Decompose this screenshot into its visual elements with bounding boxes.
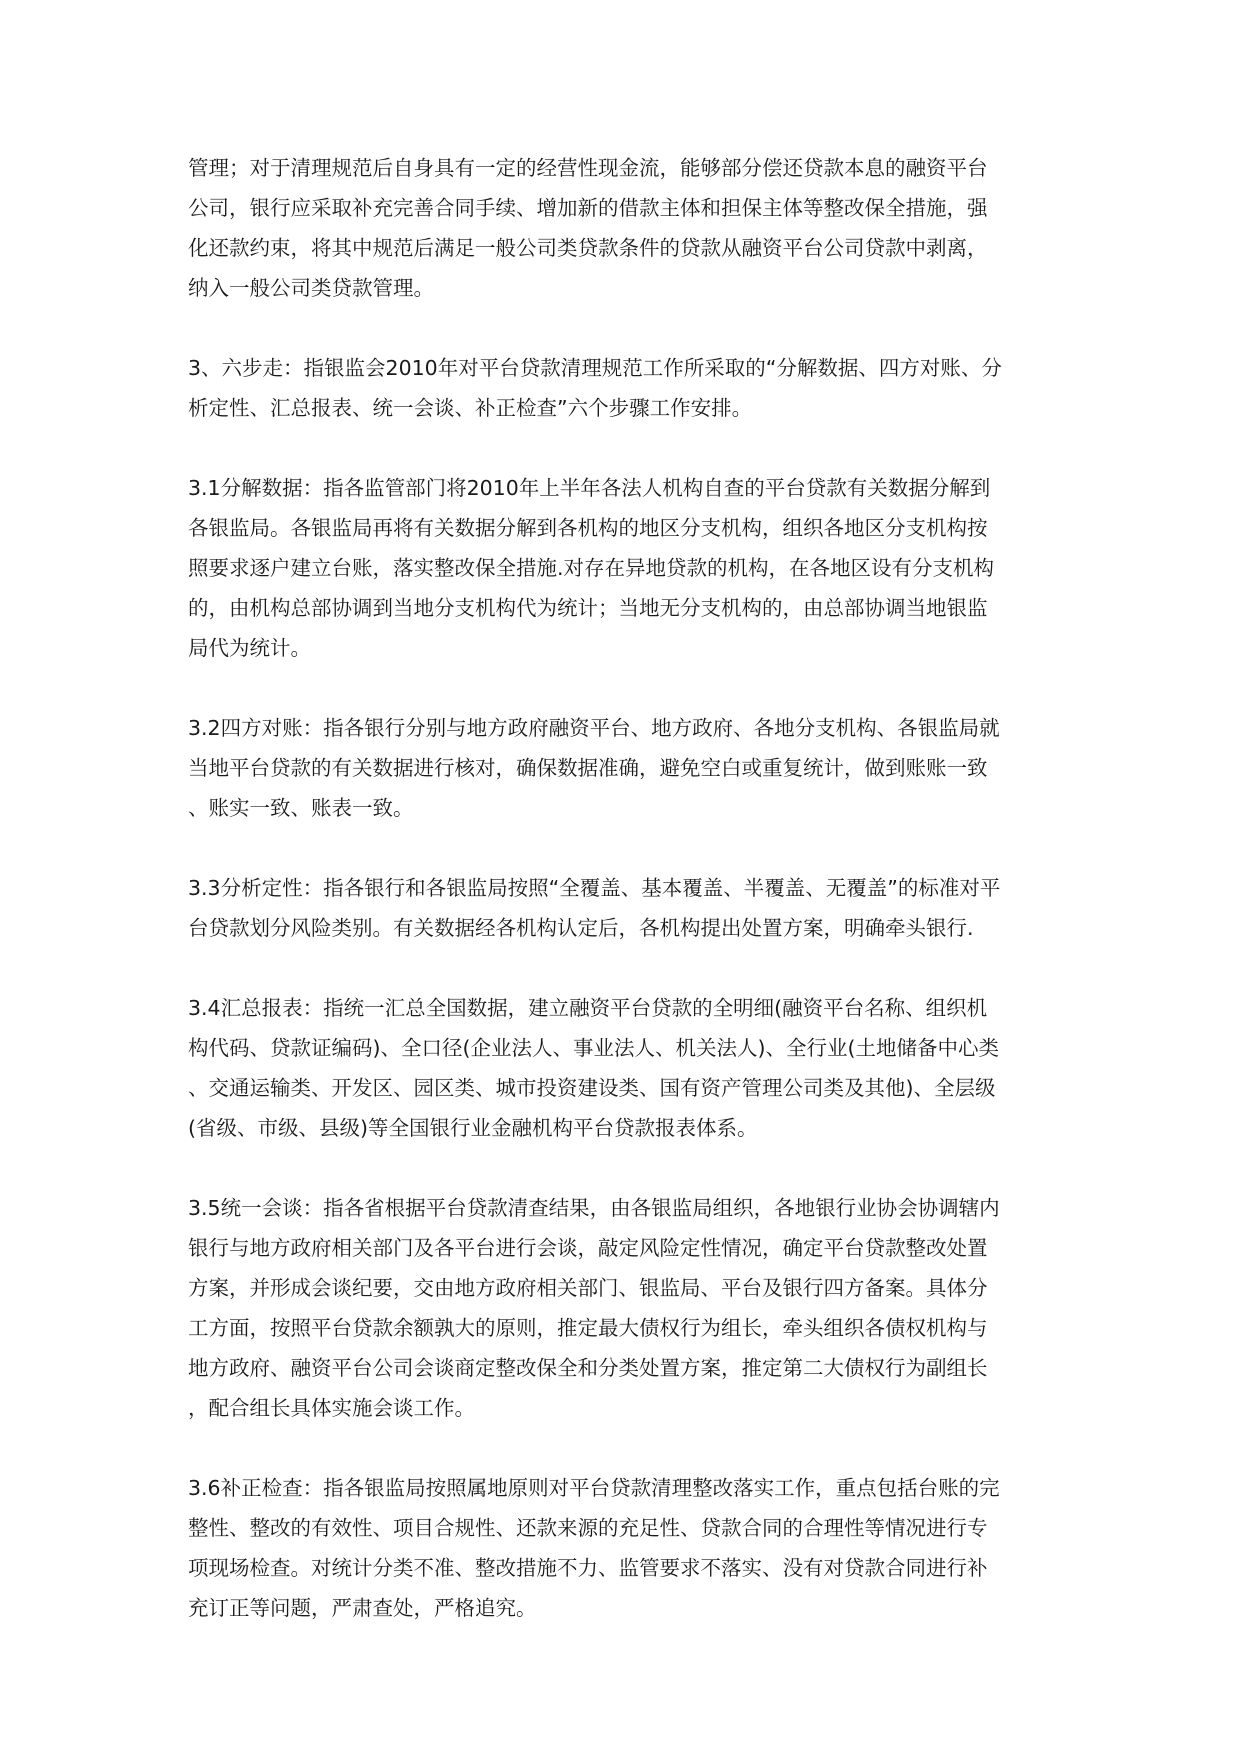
paragraph-line: (省级、市级、县级)等全国银行业金融机构平台贷款报表体系。	[188, 1116, 758, 1140]
paragraph	[188, 868, 1058, 948]
paragraph-line: 公司，银行应采取补充完善合同手续、增加新的借款主体和担保主体等整改保全措施，强	[188, 196, 988, 220]
paragraph-line: 3.1分解数据：指各监管部门将2010年上半年各法人机构自查的平台贷款有关数据分解到	[188, 476, 991, 500]
paragraph-line: 3.5统一会谈：指各省根据平台贷款清查结果，由各银监局组织，各地银行业协会协调辖内	[188, 1196, 1000, 1220]
paragraph-line: ，配合组长具体实施会谈工作。	[188, 1396, 475, 1420]
paragraph-line: 3.6补正检查：指各银监局按照属地原则对平台贷款清理整改落实工作，重点包括台账的完	[188, 1476, 1000, 1500]
paragraph-line: 构代码、贷款证编码)、全口径(企业法人、事业法人、机关法人)、全行业(土地储备中心类	[188, 1036, 999, 1060]
paragraph-line: 地方政府、融资平台公司会谈商定整改保全和分类处置方案，推定第二大债权行为副组长	[188, 1356, 988, 1380]
paragraph-line: 各银监局。各银监局再将有关数据分解到各机构的地区分支机构，组织各地区分支机构按	[188, 516, 988, 540]
paragraph-line: 的，由机构总部协调到当地分支机构代为统计；当地无分支机构的，由总部协调当地银监	[188, 596, 988, 620]
paragraph	[188, 468, 1058, 668]
paragraph	[188, 148, 1058, 308]
paragraph	[188, 1188, 1058, 1428]
paragraph-line: 3.3分析定性：指各银行和各银监局按照“全覆盖、基本覆盖、半覆盖、无覆盖”的标准对平	[188, 876, 1001, 900]
paragraph-line: 纳入一般公司类贷款管理。	[188, 276, 434, 300]
paragraph-line: 管理；对于清理规范后自身具有一定的经营性现金流，能够部分偿还贷款本息的融资平台	[188, 156, 988, 180]
paragraph-line: 整性、整改的有效性、项目合规性、还款来源的充足性、贷款合同的合理性等情况进行专	[188, 1516, 988, 1540]
paragraph-line: 照要求逐户建立台账，落实整改保全措施.对存在异地贷款的机构，在各地区设有分支机构	[188, 556, 995, 580]
paragraph	[188, 708, 1058, 828]
paragraph-line: 充订正等问题，严肃查处，严格追究。	[188, 1596, 537, 1620]
paragraph-line: 、账实一致、账表一致。	[188, 796, 414, 820]
paragraph-line: 工方面，按照平台贷款余额孰大的原则，推定最大债权行为组长，牵头组织各债权机构与	[188, 1316, 988, 1340]
paragraph-line: 方案，并形成会谈纪要，交由地方政府相关部门、银监局、平台及银行四方备案。具体分	[188, 1276, 988, 1300]
paragraph-line: 局代为统计。	[188, 636, 311, 660]
paragraph	[188, 1468, 1058, 1628]
paragraph	[188, 988, 1058, 1148]
paragraph-line: 3.4汇总报表：指统一汇总全国数据，建立融资平台贷款的全明细(融资平台名称、组织机	[188, 996, 988, 1020]
document-body	[188, 148, 1058, 1668]
paragraph-line: 3.2四方对账：指各银行分别与地方政府融资平台、地方政府、各地分支机构、各银监局就	[188, 716, 1000, 740]
paragraph-line: 项现场检查。对统计分类不准、整改措施不力、监管要求不落实、没有对贷款合同进行补	[188, 1556, 988, 1580]
paragraph-line: 3、六步走：指银监会2010年对平台贷款清理规范工作所采取的“分解数据、四方对账、分	[188, 356, 1002, 380]
paragraph-line: 析定性、汇总报表、统一会谈、补正检查”六个步骤工作安排。	[188, 396, 753, 420]
paragraph-line: 银行与地方政府相关部门及各平台进行会谈，敲定风险定性情况，确定平台贷款整改处置	[188, 1236, 988, 1260]
paragraph-line: 当地平台贷款的有关数据进行核对，确保数据准确，避免空白或重复统计，做到账账一致	[188, 756, 988, 780]
paragraph-line: 、交通运输类、开发区、园区类、城市投资建设类、国有资产管理公司类及其他)、全层级	[188, 1076, 996, 1100]
paragraph	[188, 348, 1058, 428]
paragraph-line: 台贷款划分风险类别。有关数据经各机构认定后，各机构提出处置方案，明确牵头银行.	[188, 916, 974, 940]
paragraph-line: 化还款约束，将其中规范后满足一般公司类贷款条件的贷款从融资平台公司贷款中剥离，	[188, 236, 988, 260]
